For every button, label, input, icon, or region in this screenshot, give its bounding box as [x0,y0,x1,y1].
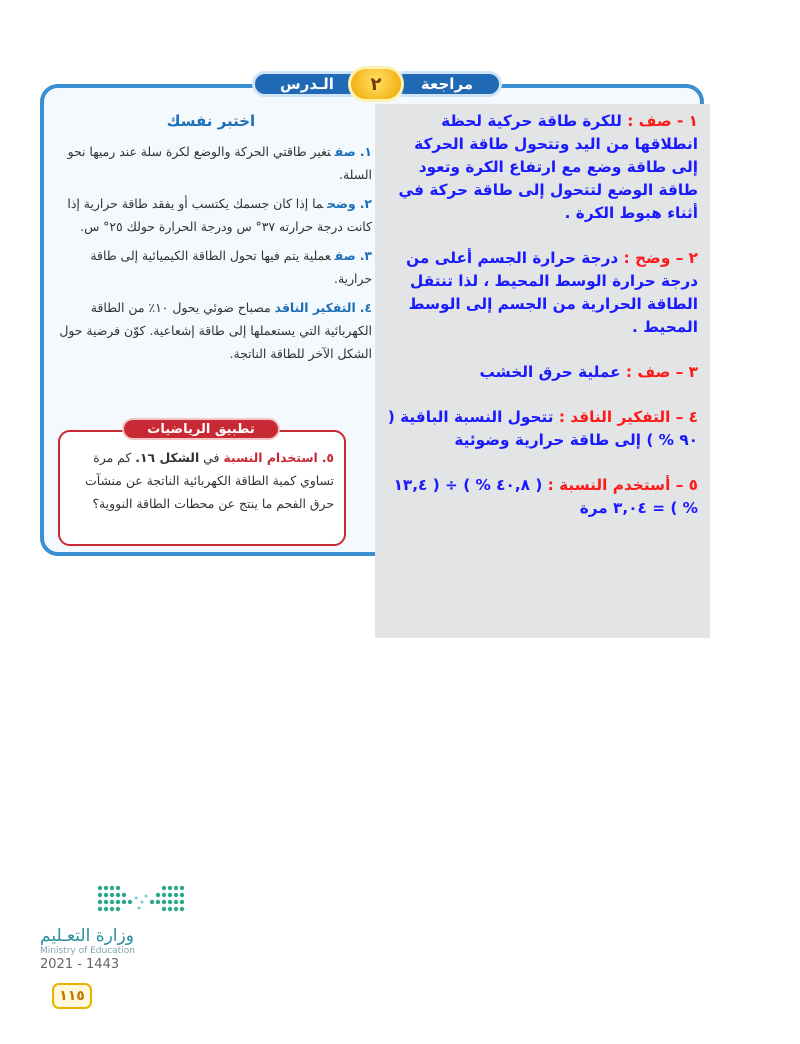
lesson-review-banner [252,66,502,102]
self-test-heading: اختبر نفسك [166,112,256,130]
answer-item [385,110,698,225]
answer-text: تتحول النسبة الباقية ( ٩٠ % ) إلى طاقة حرارية وضوئية [387,408,698,449]
question-text: تغير طاقتي الحركة والوضع لكرة سلة عند رميها نحو السلة. [67,144,372,182]
question-item [50,192,372,238]
answer-text: للكرة طاقة حركية لحظة انطلاقها من اليد وتتحول طاقة الحركة إلى طاقة وضع مع ارتفاع الكرة وتعود طاقة الوضع لتتحول إلى طاقة حركة في أثناء هبوط الكرة . [398,112,698,222]
answer-item [385,474,698,520]
ministry-year: 2021 - 1443 [40,957,120,972]
question-number: ٢. [359,196,372,211]
answer-item [385,406,698,452]
math-question-number: ٥. [321,450,334,465]
ministry-name-arabic: وزارة التعـليم [40,926,134,946]
math-application-box [58,430,346,546]
question-keyword: صف [334,248,356,263]
math-question-keyword: استخدام النسبة [223,450,318,465]
answer-lead: ٢ – وضح : [623,249,698,267]
answer-lead: ٣ – صف : [625,363,698,381]
question-item [50,296,372,365]
ministry-dots-icon [94,880,194,920]
question-keyword: وضح [327,196,356,211]
question-text: ما إذا كان جسمك يكتسب أو يفقد طاقة حرارية إذا كانت درجة حرارته ٣٧° س ودرجة الحرارة حولك ٢٥° س. [67,196,372,234]
question-item [50,244,372,290]
answer-text: ( ٤٠,٨ % ) ÷ ( ١٣,٤ % ) = ٣,٠٤ مرة [393,476,698,517]
banner-review-label: مراجعة [392,71,502,97]
answer-item [385,361,698,384]
banner-lesson-label: الـدرس [252,71,362,97]
answer-text: درجة حرارة الجسم أعلى من درجة حرارة الوسط المحيط ، لذا تنتقل الطاقة الحرارية من الجسم إلى الوسط المحيط . [406,249,698,336]
self-test-section [50,112,372,371]
answer-lead: ٤ – التفكير الناقد : [558,408,698,426]
ministry-logo [40,880,200,972]
math-question-pre: في [203,450,220,465]
question-text: مصباح ضوئي يحول ١٠٪ من الطاقة الكهربائية التي يستعملها إلى طاقة إشعاعية. كوّن فرضية حول الشكل الآخر للطاقة الناتجة. [59,300,372,361]
question-text: عملية يتم فيها تحول الطاقة الكيميائية إلى طاقة حرارية. [90,248,372,286]
question-number: ١. [359,144,372,159]
question-number: ٣. [359,248,372,263]
math-application-tag: تطبيق الرياضيات [122,418,280,440]
ministry-name-english: Ministry of Education [40,946,135,956]
question-keyword: صف [334,144,356,159]
page-number: ١١٥ [52,983,92,1009]
answer-item [385,247,698,339]
math-question-text: كم مرة تساوي كمية الطاقة الكهربائية الناتجة عن منشآت حرق الفحم ما ينتج عن محطات الطاقة النووية؟ [85,450,334,511]
math-figure-ref: الشكل ١٦. [135,450,200,465]
banner-lesson-number: ٢ [348,66,404,102]
question-keyword: التفكير الناقد [274,300,356,315]
answer-lead: ١ - صف : [627,112,698,130]
answer-text: عملية حرق الخشب [479,363,621,381]
question-item [50,140,372,186]
answer-lead: ٥ – أستخدم النسبة : [547,476,698,494]
answers-panel [375,104,710,638]
question-number: ٤. [359,300,372,315]
